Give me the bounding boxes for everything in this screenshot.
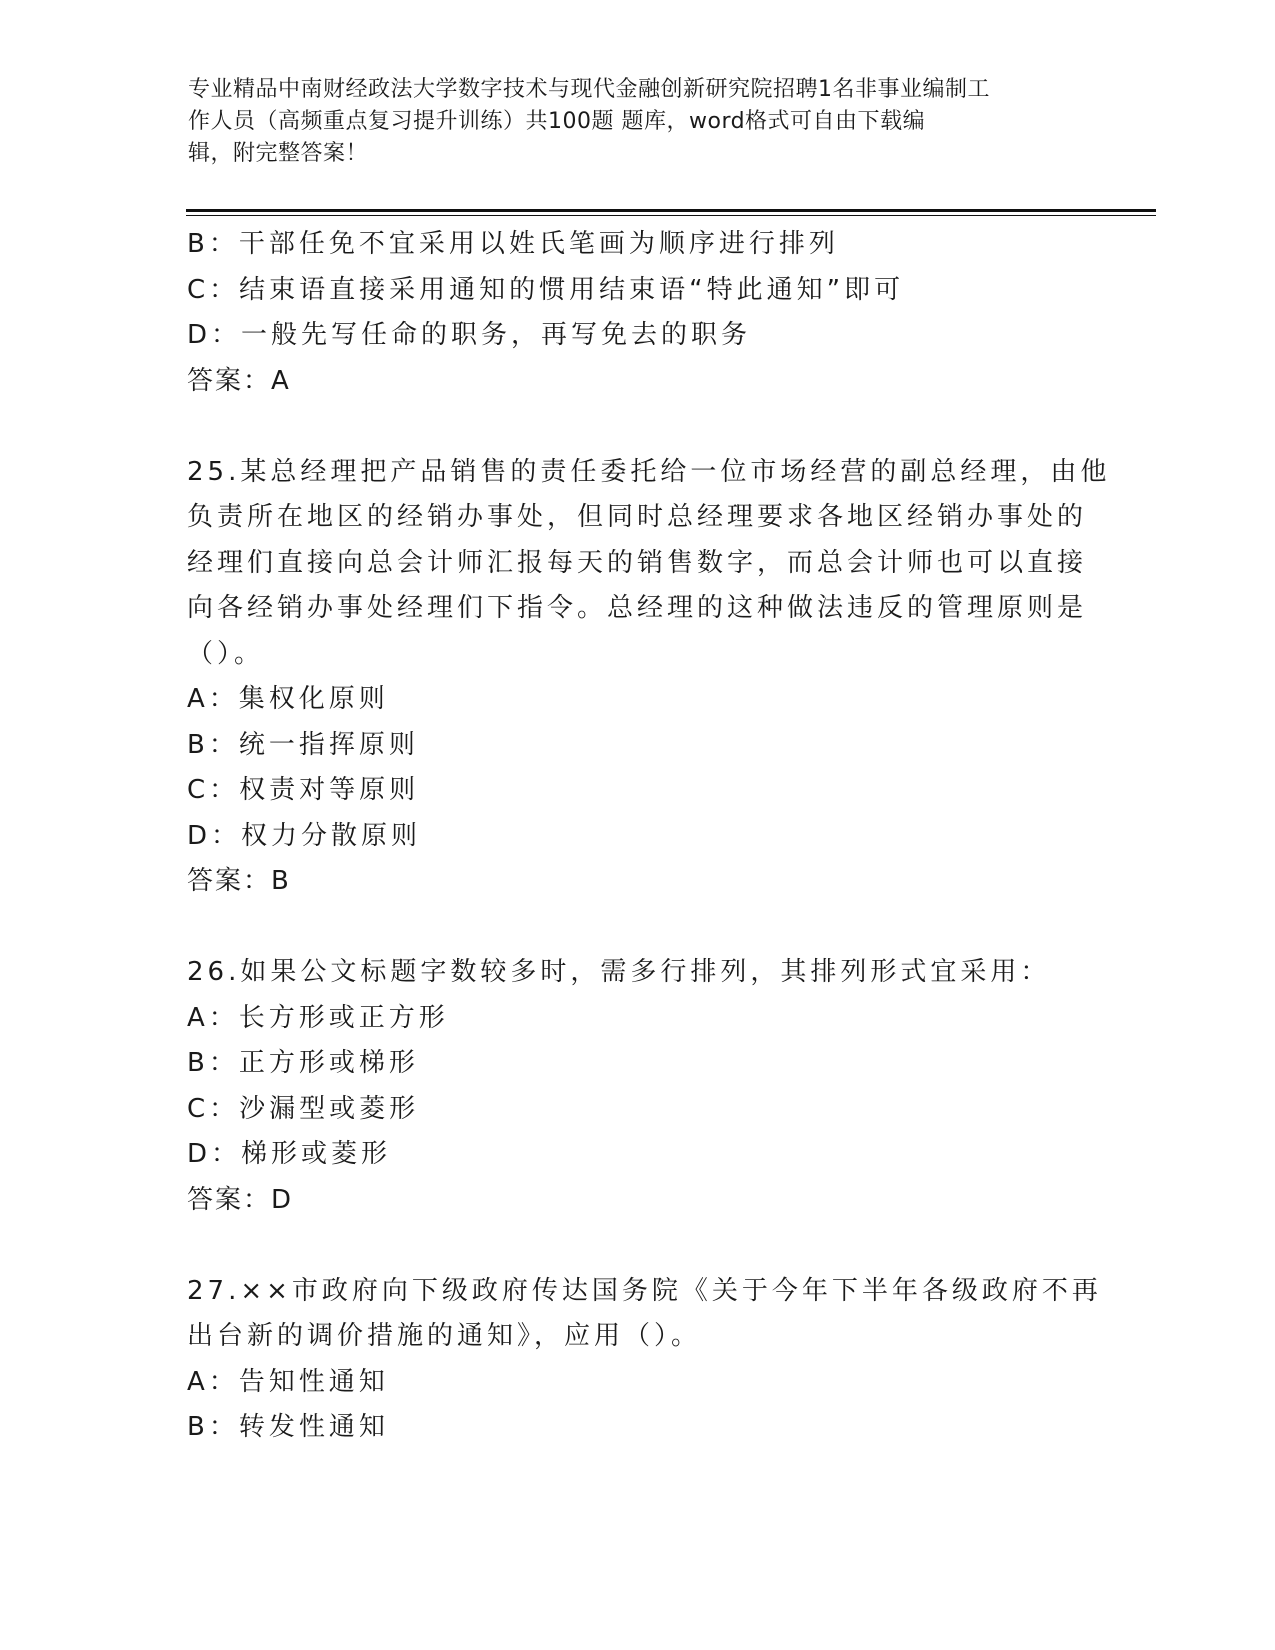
question-25-text: 25.某总经理把产品销售的责任委托给一位市场经营的副总经理，由他 (187, 456, 1111, 487)
question-25-text: 经理们直接向总会计师汇报每天的销售数字，而总会计师也可以直接 (187, 547, 1088, 578)
blank-line (187, 1223, 1087, 1269)
header-line: 辑，附完整答案！ (188, 141, 369, 166)
option-b: B：正方形或梯形 (187, 1048, 419, 1078)
answer: 答案：B (187, 866, 291, 896)
blank-line (187, 404, 1087, 450)
option-a: A：长方形或正方形 (187, 1002, 449, 1033)
option-c: C：结束语直接采用通知的惯用结束语“特此通知”即可 (187, 274, 905, 305)
blank-line (187, 905, 1087, 951)
document-header (188, 74, 1088, 170)
option-a: A：集权化原则 (187, 684, 389, 714)
option-b: B：干部任免不宜采用以姓氏笔画为顺序进行排列 (187, 229, 839, 259)
answer: 答案：A (187, 365, 291, 396)
option-c: C：沙漏型或菱形 (187, 1093, 420, 1124)
header-divider-thin (186, 215, 1156, 216)
question-26-text: 26.如果公文标题字数较多时，需多行排列，其排列形式宜采用： (187, 957, 1051, 987)
question-25-text: 负责所在地区的经销办事处，但同时总经理要求各地区经销办事处的 (187, 502, 1088, 532)
question-27-text: 27.××市政府向下级政府传达国务院《关于今年下半年各级政府不再 (187, 1275, 1102, 1306)
question-25-text: 向各经销办事处经理们下指令。总经理的这种做法违反的管理原则是 (187, 593, 1088, 623)
option-d: D：梯形或菱形 (187, 1139, 392, 1169)
answer: 答案：D (187, 1184, 294, 1215)
option-d: D：一般先写任命的职务，再写免去的职务 (187, 320, 752, 350)
option-d: D：权力分散原则 (187, 820, 422, 851)
question-27-text: 出台新的调价措施的通知》，应用（）。 (187, 1321, 702, 1351)
option-b: B：转发性通知 (187, 1412, 389, 1442)
option-c: C：权责对等原则 (187, 775, 420, 805)
header-line: 作人员（高频重点复习提升训练）共100题 题库，word格式可自由下载编 (188, 109, 926, 134)
header-line: 专业精品中南财经政法大学数字技术与现代金融创新研究院招聘1名非事业编制工 (188, 77, 990, 102)
question-content (187, 222, 1111, 1451)
header-divider-thick (186, 209, 1156, 212)
option-a: A：告知性通知 (187, 1366, 389, 1397)
question-25-text: （）。 (187, 638, 265, 669)
option-b: B：统一指挥原则 (187, 729, 419, 760)
